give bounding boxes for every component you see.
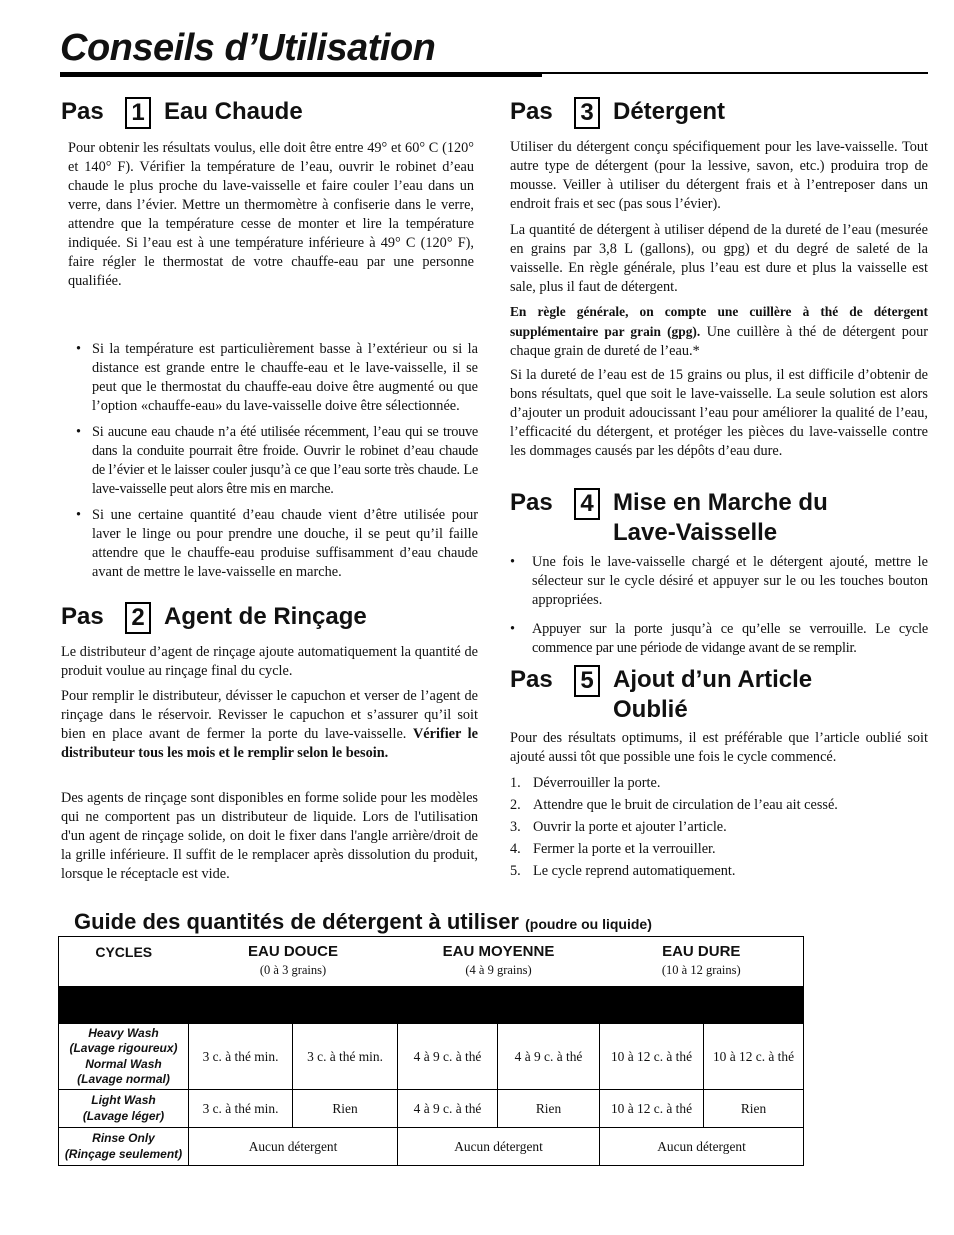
header-sub: (10 à 12 grains)	[661, 963, 741, 977]
table-row	[59, 1090, 804, 1128]
table-cell: Rien	[293, 1090, 398, 1128]
step3-p3-text: Une cuillère à thé de détergent pour chaque grain de dureté de l’eau.*	[510, 324, 928, 359]
header-hard	[600, 937, 804, 987]
table-cell: 10 à 12 c. à thé	[704, 1024, 804, 1090]
cycle-label: Normal Wash	[85, 1056, 162, 1071]
item-text: Déverrouiller la porte.	[533, 775, 661, 791]
table-cell: 3 c. à thé min.	[189, 1024, 293, 1090]
table-cell: 4 à 9 c. à thé	[398, 1024, 498, 1090]
detergent-table	[58, 936, 804, 1166]
header-label: EAU DOUCE	[248, 943, 339, 960]
step3-p2: La quantité de détergent à utiliser dépend de la dureté de l’eau (mesurée en grains par 3,8 L (gallons), ou gpg) et du degré de saleté de la vaisselle. En règle générale, plus l’eau est dure et plus la vaisselle est sale, plus il faut de détergent.	[510, 222, 928, 295]
step-heading: Agent de Rinçage	[164, 603, 367, 630]
item-text: Le cycle reprend automatiquement.	[533, 863, 736, 879]
step2-header	[61, 602, 481, 636]
header-cycles	[59, 937, 189, 987]
list-item: • Appuyer sur la porte jusqu’à ce qu’elle se verrouille. Le cycle commence par une période de vidange avant de se remplir.	[510, 620, 928, 658]
item-text: Ouvrir la porte et ajouter l’article.	[533, 819, 727, 835]
table-row	[59, 1128, 804, 1166]
cycle-cell	[59, 1128, 189, 1166]
title-rule-thick	[60, 72, 542, 77]
table-row	[59, 1024, 804, 1090]
list-item: • Une fois le lave-vaisselle chargé et le détergent ajouté, mettre le sélecteur sur le cycle désiré et appuyer sur le ou les touches bouton appropriées.	[510, 553, 928, 610]
step2-p2-text: Pour remplir le distributeur, dévisser le capuchon et verser de l’agent de rinçage dans le réservoir. Revisser le capuchon et s’assurer qu’il soit bien en place avant de fermer la porte du lave-vaisselle.	[61, 688, 478, 742]
header-medium	[398, 937, 600, 987]
header-label: EAU DURE	[662, 943, 741, 960]
step4-header	[510, 488, 930, 552]
step-heading: Eau Chaude	[164, 98, 303, 125]
step2-p3: Des agents de rinçage sont disponibles en forme solide pour les modèles qui ne comportent pas un distributeur de liquide. Lors de l'utilisation d'un agent de rinçage solide, on doit le fixer dans l'angle arrière/droit de la grille inférieure. Il suffit de le remplacer après dissolution du produit, lorsque le réceptacle est vide.	[61, 790, 478, 882]
step5-list	[510, 772, 928, 882]
page-title: Conseils d’Utilisation	[60, 27, 436, 69]
table-cell: 4 à 9 c. à thé	[498, 1024, 600, 1090]
table-cell: 10 à 12 c. à thé	[600, 1024, 704, 1090]
step-heading-line1: Ajout d’un Article	[613, 666, 813, 693]
step1-header	[61, 97, 481, 131]
cycle-label: (Lavage normal)	[77, 1071, 170, 1086]
step-number: 3	[574, 97, 600, 129]
step-number: 4	[574, 488, 600, 520]
table-cell: Rien	[704, 1090, 804, 1128]
item-text: Fermer la porte et la verrouiller.	[533, 841, 716, 857]
list-item: • Si la température est particulièrement basse à l’extérieur ou si la distance est grande entre le chauffe-eau et le lave-vaisselle, il se peut que le thermostat du chauffe-eau doive être augmenté ou que l’option «chauffe-eau» du lave-vaisselle doive être sélectionnée.	[76, 340, 478, 416]
cycle-label: Light Wash	[91, 1093, 156, 1108]
list-item: • Si une certaine quantité d’eau chaude vient d’être utilisée pour laver le linge ou pour prendre une douche, il se peut qu’il faille attendre que le chauffe-eau produise suffisamment d’eau chaude avant de mettre le lave-vaisselle en marche.	[76, 506, 478, 582]
item-number: 3.	[510, 819, 521, 835]
step-word: Pas	[510, 489, 553, 516]
step3-p3-bold: En règle générale, on compte une cuillère à thé de détergent supplémentaire par grain (gpg).	[510, 304, 928, 339]
step-word: Pas	[61, 603, 104, 630]
cycle-label: (Lavage rigoureux)	[69, 1041, 178, 1056]
header-soft	[189, 937, 398, 987]
black-band-cell	[59, 987, 804, 1024]
cycle-cell	[59, 1090, 189, 1128]
guide-title-small: (poudre ou liquide)	[525, 916, 652, 932]
table-cell: 3 c. à thé min.	[293, 1024, 398, 1090]
step4-bullets	[510, 553, 928, 665]
table-cell: Rien	[498, 1090, 600, 1128]
step-word: Pas	[510, 666, 553, 693]
step1-bullets	[76, 340, 478, 589]
header-label: CYCLES	[95, 944, 153, 960]
table-cell: Aucun détergent	[398, 1128, 600, 1166]
step3-header	[510, 97, 930, 131]
step3-p4: Si la dureté de l’eau est de 15 grains ou plus, il est difficile d’obtenir de bons résultats, quel que soit le lave-vaisselle. La seule solution est alors d’ajouter un produit adoucissant l’eau pour améliorer la qualité de l’eau, l’efficacité du détergent, et protéger les pièces du lave-vaisselle contre les dommages causés par les dépôts d’eau dure.	[510, 367, 928, 459]
table-cell: Aucun détergent	[189, 1128, 398, 1166]
table-cell: 4 à 9 c. à thé	[398, 1090, 498, 1128]
guide-title-text: Guide des quantités de détergent à utiliser	[74, 909, 519, 934]
item-number: 5.	[510, 863, 521, 879]
list-item	[510, 838, 928, 860]
step2-p1: Le distributeur d’agent de rinçage ajoute automatiquement la quantité de produit voulue au rinçage final du cycle.	[61, 644, 478, 679]
step5-intro: Pour des résultats optimums, il est préférable que l’article oublié soit ajouté aussi tôt que possible une fois le cycle commencé.	[510, 730, 928, 765]
cycle-label: (Rinçage seulement)	[64, 1146, 183, 1161]
step-number: 5	[574, 665, 600, 697]
step-heading-line1: Mise en Marche du	[613, 489, 828, 516]
list-item	[510, 860, 928, 882]
item-number: 1.	[510, 775, 521, 791]
step2-p2	[61, 687, 478, 763]
table-header-row	[59, 937, 804, 987]
table-cell: Aucun détergent	[600, 1128, 804, 1166]
header-sub: (0 à 3 grains)	[259, 963, 327, 977]
list-item	[510, 794, 928, 816]
cycle-label: Rinse Only	[92, 1131, 155, 1146]
step-number: 2	[125, 602, 151, 634]
list-item	[510, 772, 928, 794]
step3-p1: Utiliser du détergent conçu spécifiquement pour les lave-vaisselle. Tout autre type de détergent (pour la lessive, savon, etc.) produira trop de mousse. Veiller à utiliser du détergent frais et à l’entreposer dans un endroit frais et sec (pas sous l’évier).	[510, 139, 928, 212]
step-word: Pas	[61, 98, 104, 125]
step5-header	[510, 665, 930, 729]
cycle-label: (Lavage léger)	[82, 1108, 165, 1123]
header-sub: (4 à 9 grains)	[465, 963, 532, 977]
step-word: Pas	[510, 98, 553, 125]
header-label: EAU MOYENNE	[442, 943, 555, 960]
cycle-label: Heavy Wash	[88, 1025, 159, 1040]
step-heading-line2: Lave-Vaisselle	[613, 519, 778, 546]
step1-intro: Pour obtenir les résultats voulus, elle doit être entre 49° et 60° C (120° et 140° F). Vérifier la température de l’eau, ouvrir le robinet d’eau chaude le plus proche du lave-vaisselle et faire couler l’eau dans un verre, dans l’évier. Mettre un thermomètre à confiserie dans le verre, attendre que la température cesse de monter et lire la température indiquée. Si l’eau est à une température inférieure à 49° C (120° F), faire régler le thermostat de votre chauffe-eau par une personne qualifiée.	[68, 140, 474, 289]
list-item: • Si aucune eau chaude n’a été utilisée récemment, l’eau qui se trouve dans la conduite pourrait être froide. Ouvrir le robinet d’eau chaude de l’évier et le laisser couler jusqu’à ce que l’eau sorte très chaude. Le lave-vaisselle peut alors être mis en marche.	[76, 423, 478, 499]
step-heading: Détergent	[613, 98, 726, 125]
table-black-band	[59, 987, 804, 1024]
step2-p2-bold: Vérifier le distributeur tous les mois et le remplir selon le besoin.	[61, 726, 479, 761]
step3-p3	[510, 302, 928, 361]
step-number: 1	[125, 97, 151, 129]
title-rule-thin	[542, 72, 928, 74]
step-heading-line2: Oublié	[613, 696, 688, 723]
table-cell: 3 c. à thé min.	[189, 1090, 293, 1128]
item-number: 2.	[510, 797, 521, 813]
item-text: Attendre que le bruit de circulation de l’eau ait cessé.	[533, 797, 838, 813]
table-cell: 10 à 12 c. à thé	[600, 1090, 704, 1128]
item-number: 4.	[510, 841, 521, 857]
list-item	[510, 816, 928, 838]
cycle-cell	[59, 1024, 189, 1090]
